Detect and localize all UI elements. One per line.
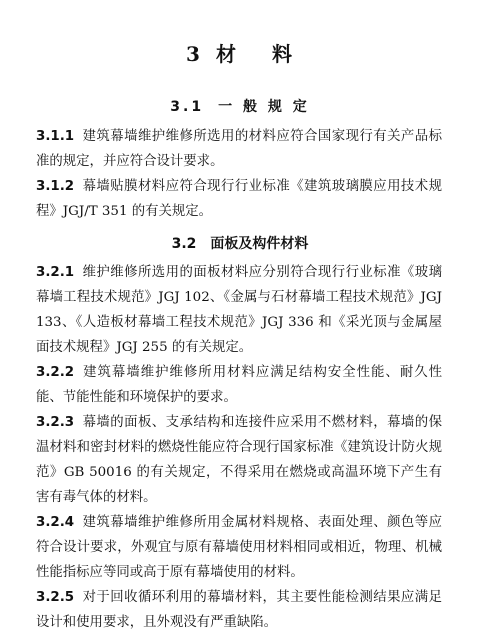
section-3-2-clauses [36, 260, 442, 635]
chapter-title-part-a: 材 [215, 42, 238, 66]
clause-number: 3.2.5 [36, 590, 75, 605]
clause-number: 3.1.2 [36, 179, 75, 194]
clause-3-2-3 [36, 410, 442, 510]
clause-text: 维护维修所选用的面板材料应分别符合现行行业标准《玻璃幕墙工程技术规范》JGJ 102、《金属与石材幕墙工程技术规范》JGJ 133、《人造板材幕墙工程技术规范》JGJ 336 和《采光顶与金属屋面技术规程》JGJ 255 的有关规定。 [36, 265, 442, 355]
section-3-1-clauses [36, 124, 442, 224]
clause-number: 3.2.4 [36, 515, 75, 530]
clause-text: 建筑幕墙维护维修所用材料应满足结构安全性能、耐久性能、节能性能和环境保护的要求。 [36, 365, 442, 405]
clause-text: 建筑幕墙维护维修所用金属材料规格、表面处理、颜色等应符合设计要求，外观宜与原有幕墙使用材料相同或相近，物理、机械性能指标应等同或高于原有幕墙使用的材料。 [36, 515, 442, 580]
section-heading: 面板及构件材料 [210, 236, 309, 252]
chapter-title [0, 38, 480, 67]
clause-number: 3.2.1 [36, 265, 75, 280]
chapter-title-part-b: 料 [271, 42, 294, 66]
clause-number: 3.2.3 [36, 415, 75, 430]
clause-text: 幕墙的面板、支承结构和连接件应采用不燃材料，幕墙的保温材料和密封材料的燃烧性能应符合现行国家标准《建筑设计防火规范》GB 50016 的有关规定，不得采用在燃烧或高温环境下产生有害有毒气体的材料。 [36, 415, 442, 505]
clause-3-2-4 [36, 510, 442, 585]
section-heading: 一 般 规 定 [218, 99, 310, 115]
clause-text: 对于回收循环利用的幕墙材料，其主要性能检测结果应满足设计和使用要求，且外观没有严重缺陷。 [36, 590, 442, 630]
clause-text: 幕墙贴膜材料应符合现行行业标准《建筑玻璃膜应用技术规程》JGJ/T 351 的有关规定。 [36, 179, 442, 219]
section-number: 3.1 [170, 99, 205, 115]
clause-number: 3.1.1 [36, 129, 75, 144]
clause-3-1-2 [36, 174, 442, 224]
clause-number: 3.2.2 [36, 365, 75, 380]
clause-3-2-1 [36, 260, 442, 360]
clause-text: 建筑幕墙维护维修所选用的材料应符合国家现行有关产品标准的规定，并应符合设计要求。 [36, 129, 442, 169]
chapter-number: 3 [186, 42, 202, 66]
clause-3-2-5 [36, 585, 442, 635]
clause-3-2-2 [36, 360, 442, 410]
section-title-3-1 [0, 96, 480, 116]
section-number: 3.2 [171, 236, 197, 252]
clause-3-1-1 [36, 124, 442, 174]
section-title-3-2 [0, 233, 480, 253]
